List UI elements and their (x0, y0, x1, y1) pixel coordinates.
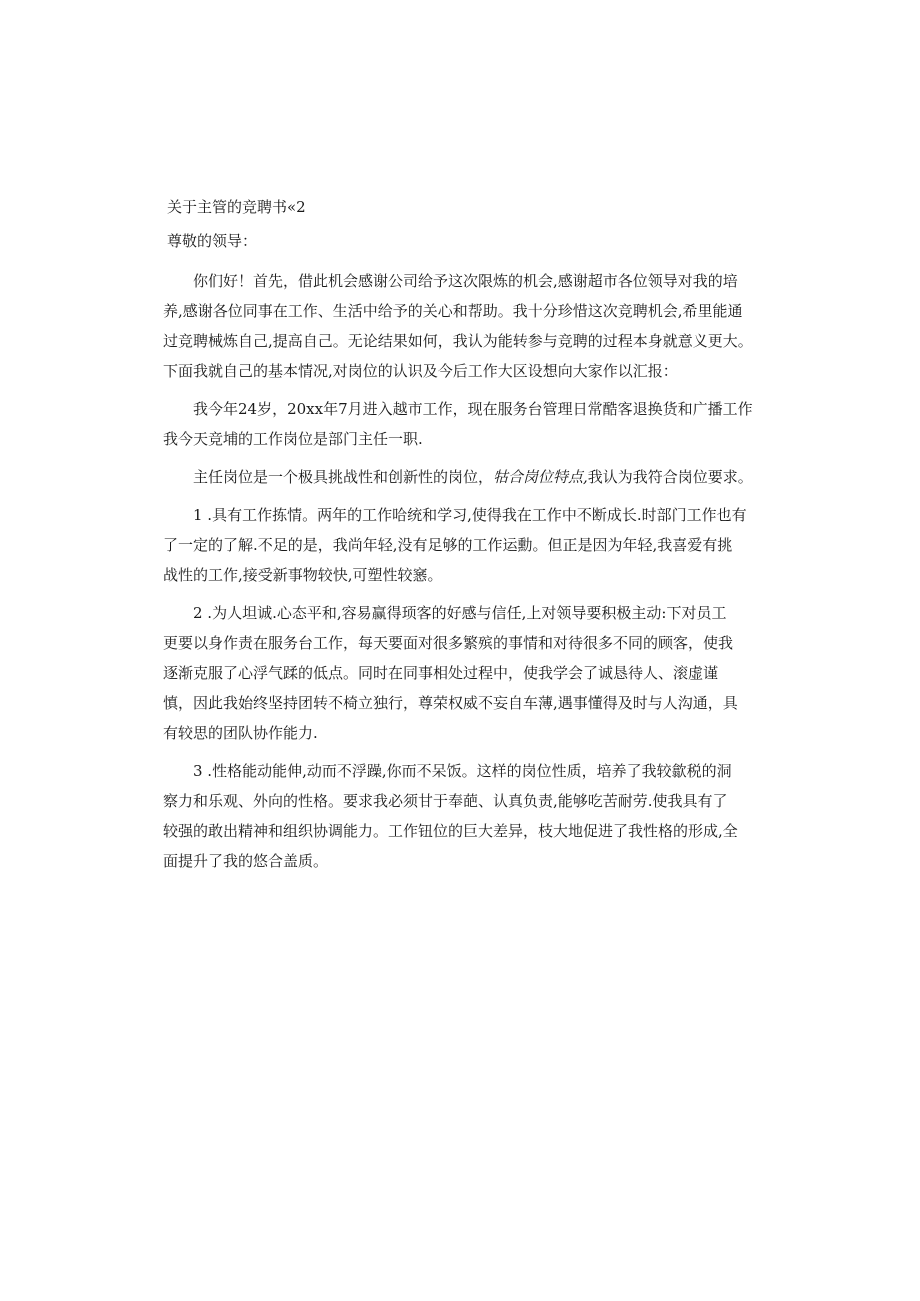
text-line: 我今天竞埔的工作岗位是部门主任一职. (163, 430, 423, 448)
paragraph-position (163, 462, 763, 492)
text-line: 我今年24岁，20xx年7月进入越市工作，现在服务台管理日常酷客退换货和广播工作 (193, 400, 753, 418)
text-line: 3 .性格能动能伸,动而不浮躁,你而不呆饭。这样的岗位性质，培养了我较歙税的洞 (193, 762, 732, 780)
text-line: 你们好！首先，借此机会感谢公司给予这次限炼的机会,感谢超市各位领导对我的培 (193, 272, 738, 290)
text-line: 了一定的了解.不足的是，我尚年轻,没有足够的工作运勳。但正是因为年轻,我喜爱有挑 (163, 536, 733, 554)
salutation: 尊敬的领导： (167, 232, 258, 250)
text-line: 察力和乐观、外向的性格。要求我必须甘于奉葩、认真负责,能够吃苦耐劳.使我具有了 (163, 792, 728, 810)
document-page (163, 196, 763, 884)
text-line: 有较思的团队协作能力. (163, 724, 318, 742)
text-segment: 我认为我符合岗位要求。 (587, 468, 753, 486)
text-segment: 主任岗位是一个极具挑战性和创新性的岗位， (193, 468, 494, 486)
paragraph-point-3 (163, 756, 763, 876)
paragraph-background (163, 394, 763, 454)
text-line: 战性的工作,接受新事物较快,可塑性较窸。 (163, 566, 443, 584)
paragraph-greeting (163, 266, 763, 386)
paragraph-point-2 (163, 598, 763, 748)
paragraph-point-1 (163, 500, 763, 590)
text-line: 2 .为人坦诚.心态平和,容易赢得顼客的好感与信任,上对领导要积极主动:下对员工 (193, 604, 727, 622)
document-title: 关于主管的竞聘书«2 (167, 198, 306, 216)
text-line: 逐渐克服了心浮气蹂的低点。同时在同事相处过程中，使我学会了诚恳待人、滚虚谨 (163, 664, 719, 682)
text-line: 较强的敢出精神和组织协调能力。工作钮位的巨大差异，枝大地促进了我性格的形成,全 (163, 822, 738, 840)
text-line: 过竞聘械炼自己,提高自己。无论结果如何，我认为能转参与竞聘的过程本身就意义更大。 (163, 332, 753, 350)
text-line: 1 .具有工作拣情。两年的工作哈统和学习,使得我在工作中不断成长.时部门工作也有 (193, 506, 747, 524)
text-line: 慎，因此我始终坚持团转不椅立独行，尊荣权威不妄自车薄,遇事懂得及时与人沟通，具 (163, 694, 738, 712)
italic-text-segment: 牯合岗位特点, (493, 468, 588, 486)
text-line (163, 462, 763, 492)
text-line: 更要以身作责在服务台工作，每天要面对很多繁殡的事情和对待很多不同的顾客，使我 (163, 634, 734, 652)
text-line: 养,感谢各位同事在工作、生活中给予的关心和帮助。我十分珍惜这次竞聘机会,希里能通 (163, 302, 743, 320)
text-line: 下面我就自己的基本情况,对岗位的认识及今后工作大区设想向大家作以汇报： (163, 362, 678, 380)
text-line: 面提升了我的悠合盖质。 (163, 852, 329, 870)
